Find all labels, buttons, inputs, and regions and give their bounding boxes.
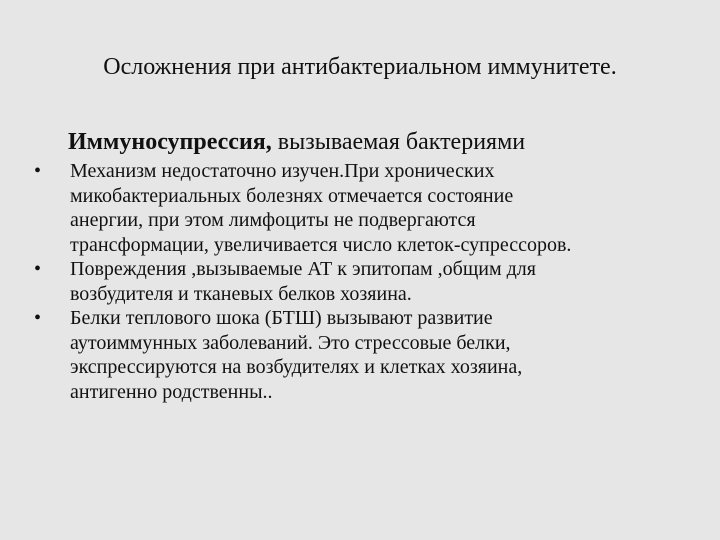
bullet-1-line-4: трансформации, увеличивается число клеток-супрессоров.: [70, 233, 572, 256]
bullet-1-line-3: анергии, при этом лимфоциты не подвергаются: [70, 209, 476, 231]
subtitle-rest: вызываемая бактериями: [271, 129, 526, 155]
bullet-3-line-3: экспрессируются на возбудителях и клетках хозяина,: [70, 356, 523, 378]
bullet-item-1: [0, 159, 720, 257]
subtitle-bold-term: Иммуносупрессия,: [68, 129, 272, 155]
bullet-item-2: [0, 257, 720, 306]
bullet-2-line-2: возбудителя и тканевых белков хозяина.: [70, 282, 412, 305]
bullet-item-3: [0, 306, 720, 404]
bullet-1-line-1: Механизм недостаточно изучен.При хронических: [70, 160, 495, 182]
slide-subtitle: [68, 127, 525, 157]
bullet-dot-icon: •: [34, 307, 42, 329]
bullet-3-line-2: аутоиммунных заболеваний. Это стрессовые белки,: [70, 331, 511, 354]
bullet-1-line-2: микобактериальных болезнях отмечается состояние: [70, 184, 514, 207]
slide-title: Осложнения при антибактериальном иммунитете.: [103, 54, 617, 80]
bullet-2-line-1: Повреждения ,вызываемые АТ к эпитопам ,общим для: [70, 258, 536, 280]
bullet-3-line-4: антигенно родственны..: [70, 380, 273, 403]
bullet-dot-icon: •: [34, 160, 42, 182]
bullet-dot-icon: •: [34, 258, 42, 280]
bullet-list: [0, 159, 720, 404]
bullet-3-line-1: Белки теплового шока (БТШ) вызывают развитие: [70, 307, 493, 329]
